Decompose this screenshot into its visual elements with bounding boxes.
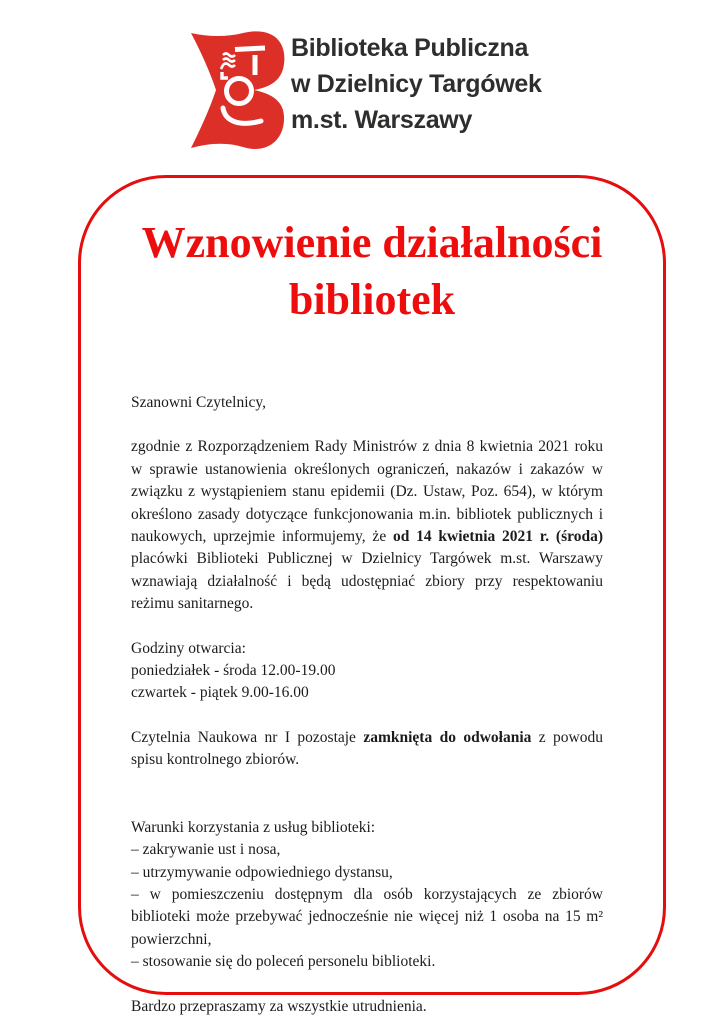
org-name-line-1: Biblioteka Publiczna [291, 34, 529, 62]
rules-heading: Warunki korzystania z usług biblioteki: [131, 818, 376, 836]
apology-line: Bardzo przepraszamy za wszystkie utrudnienia. [131, 997, 427, 1015]
notice-frame [78, 175, 666, 1015]
notice-title: Wznowienie działalności bibliotek [141, 218, 603, 324]
salutation: Szanowni Czytelnicy, [131, 394, 267, 411]
paragraph-reading-room [131, 727, 603, 772]
org-name-line-2: w Dzielnicy Targówek [291, 70, 542, 98]
paragraph-regulation-text-2: placówki Biblioteki Publicznej w Dzielnicy Targówek m.st. Warszawy wznawiają działalność i będą udostępniać zbiory przy respektowaniu reżimu sanitarnego. [131, 550, 603, 613]
rule-item-masks: – zakrywanie ust i nosa, [131, 841, 281, 859]
opening-hours-heading: Godziny otwarcia: [131, 639, 246, 657]
rule-item-staff: – stosowanie się do poleceń personelu biblioteki. [131, 953, 436, 971]
notice-body [131, 392, 603, 1018]
paragraph-regulation-text: zgodnie z Rozporządzeniem Rady Ministrów z dnia 8 kwietnia 2021 roku w sprawie ustanowienia określonych ograniczeń, nakazów i zakazów w związku z wystąpieniem stanu epidemii (Dz. Ustaw, Poz. 654), w którym określono zasady dotyczące funkcjonowania m.in. bibliotek publicznych i naukowych, uprzejmie informujemy, że [131, 438, 603, 546]
library-book-logo-icon [185, 28, 285, 152]
reading-room-text-2: z powodu spisu kontrolnego zbiorów. [131, 728, 603, 769]
organization-name [291, 30, 542, 138]
org-name-line-3: m.st. Warszawy [291, 106, 473, 134]
closed-until-further-notice-bold: zamknięta do odwołania [363, 728, 532, 746]
opening-hours-mon-wed: poniedziałek - środa 12.00-19.00 [131, 662, 336, 680]
opening-hours-thu-fri: czwartek - piątek 9.00-16.00 [131, 684, 309, 702]
reopening-date-bold: od 14 kwietnia 2021 r. (środa) [392, 528, 603, 546]
rule-item-distance: – utrzymywanie odpowiedniego dystansu, [131, 863, 393, 881]
rule-item-occupancy: – w pomieszczeniu dostępnym dla osób korzystających ze zbiorów biblioteki może przebywać jednocześnie nie więcej niż 1 osoba na 15 m² powierzchni, [131, 885, 603, 948]
reading-room-text: Czytelnia Naukowa nr I pozostaje [131, 728, 364, 746]
paragraph-regulation [131, 436, 603, 615]
